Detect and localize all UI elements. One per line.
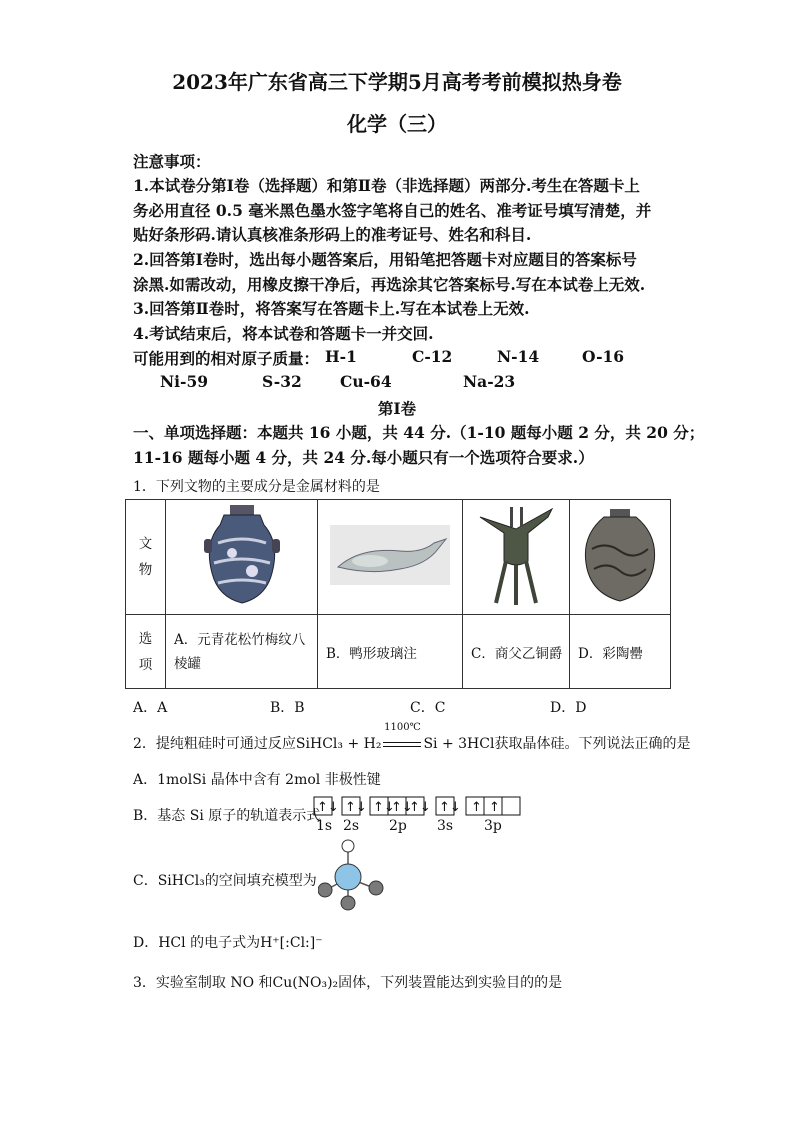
relic-b-image xyxy=(318,500,463,615)
q2-option-b: B．基态 Si 原子的轨道表示式 xyxy=(133,808,321,824)
atomic-mass-item: N-14 xyxy=(497,347,540,366)
q2-reaction-left: SiHCl₃ + H₂ xyxy=(295,736,382,752)
q2-option-d: D．HCl 的电子式为H⁺[:Cl:]⁻ xyxy=(133,935,323,951)
notes-line: 涂黑.如需改动，用橡皮擦干净后，再选涂其它答案标号.写在本试卷上无效. xyxy=(133,275,646,294)
q3-stem: 3．实验室制取 NO 和Cu(NO₃)₂固体，下列装置能达到实验目的的是 xyxy=(133,975,563,991)
svg-text:↑↓: ↑↓ xyxy=(439,800,461,815)
section-label: 第Ⅰ卷 xyxy=(377,399,417,418)
notes-line: 3.回答第Ⅱ卷时，将答案写在答题卡上.写在本试卷上无效. xyxy=(133,299,530,318)
space-filling-model-image xyxy=(318,838,390,912)
blue-white-jar-image xyxy=(202,503,282,607)
orbital-label: 3s xyxy=(437,818,454,834)
q1-relic-table xyxy=(125,499,671,689)
q1-option-b: B．鸭形玻璃注 xyxy=(318,615,463,689)
notes-line: 4.考试结束后，将本试卷和答题卡一并交回. xyxy=(133,324,434,343)
exam-title: 2023年广东省高三下学期5月高考考前模拟热身卷 xyxy=(172,70,622,94)
svg-text:↑↓: ↑↓ xyxy=(345,800,367,815)
atomic-mass-item: O-16 xyxy=(582,347,625,366)
orbital-label: 2s xyxy=(343,818,360,834)
svg-text:↑: ↑ xyxy=(471,800,482,815)
atomic-mass-item: Na-23 xyxy=(463,372,516,391)
atomic-mass-item: C-12 xyxy=(412,347,453,366)
relic-d-image xyxy=(570,500,671,615)
relic-a-image xyxy=(166,500,318,615)
svg-text:↑↓: ↑↓ xyxy=(317,800,339,815)
q2-stem: 2．提纯粗硅时可通过反应SiHCl₃ + H₂ 1100℃ Si + 3HCl获取晶体硅。下列说法正确的是 xyxy=(133,722,691,752)
svg-text:↑↓: ↑↓ xyxy=(373,800,395,815)
q1-option-c: C．商父乙铜爵 xyxy=(463,615,570,689)
notes-line: 1.本试卷分第Ⅰ卷（选择题）和第Ⅱ卷（非选择题）两部分.考生在答题卡上 xyxy=(133,176,640,195)
exam-subtitle: 化学（三） xyxy=(347,112,447,136)
q1-option-d: D．彩陶罍 xyxy=(570,615,671,689)
q2-reaction-arrow xyxy=(381,722,423,752)
section-instruction: 11-16 题每小题 4 分，共 24 分.每小题只有一个选项符合要求.） xyxy=(133,448,594,467)
svg-text:↑: ↑ xyxy=(489,800,500,815)
orbital-label: 1s xyxy=(316,818,333,834)
q2-reaction-right: Si + 3HCl xyxy=(423,736,495,752)
q1-option-a: A．元青花松竹梅纹八 棱罐 xyxy=(166,615,318,689)
notes-line: 贴好条形码.请认真核准条形码上的准考证号、姓名和科目. xyxy=(133,225,532,244)
q1-row-head-relic: 文 物 xyxy=(126,500,166,615)
relic-c-image xyxy=(463,500,570,615)
bronze-jue-image xyxy=(476,503,556,607)
duck-glass-image xyxy=(330,525,450,585)
notes-heading: 注意事项： xyxy=(133,152,211,171)
atomic-mass-label: 可能用到的相对原子质量： xyxy=(133,349,320,368)
svg-text:↑↓: ↑↓ xyxy=(391,800,413,815)
notes-line: 务必用直径 0.5 毫米黑色墨水签字笔将自己的姓名、准考证号填写清楚，并 xyxy=(133,201,652,220)
q1-answer-d: D．D xyxy=(550,700,587,716)
q2-option-a: A．1molSi 晶体中含有 2mol 非极性键 xyxy=(133,772,381,788)
q2-option-c: C．SiHCl₃的空间填充模型为 xyxy=(133,873,317,889)
svg-text:↑↓: ↑↓ xyxy=(409,800,431,815)
orbital-label: 3p xyxy=(484,818,502,834)
notes-line: 2.回答第Ⅰ卷时，选出每小题答案后，用铅笔把答题卡对应题目的答案标号 xyxy=(133,250,637,269)
orbital-label: 2p xyxy=(389,818,407,834)
atomic-mass-item: S-32 xyxy=(262,372,302,391)
q1-stem: 1．下列文物的主要成分是金属材料的是 xyxy=(133,479,380,495)
atomic-mass-item: H-1 xyxy=(325,347,357,366)
q1-answer-b: B．B xyxy=(270,700,305,716)
q1-row-head-option: 选 项 xyxy=(126,615,166,689)
q2-reaction-condition: 1100℃ xyxy=(384,722,421,733)
section-instruction: 一、单项选择题：本题共 16 小题，共 44 分.（1-10 题每小题 2 分，共 20 分； xyxy=(133,423,705,442)
equals-arrow-icon xyxy=(383,742,421,747)
q1-answer-a: A．A xyxy=(133,700,168,716)
atomic-mass-item: Ni-59 xyxy=(160,372,209,391)
q1-answer-c: C．C xyxy=(410,700,446,716)
painted-pottery-image xyxy=(580,505,660,605)
atomic-mass-item: Cu-64 xyxy=(340,372,392,391)
